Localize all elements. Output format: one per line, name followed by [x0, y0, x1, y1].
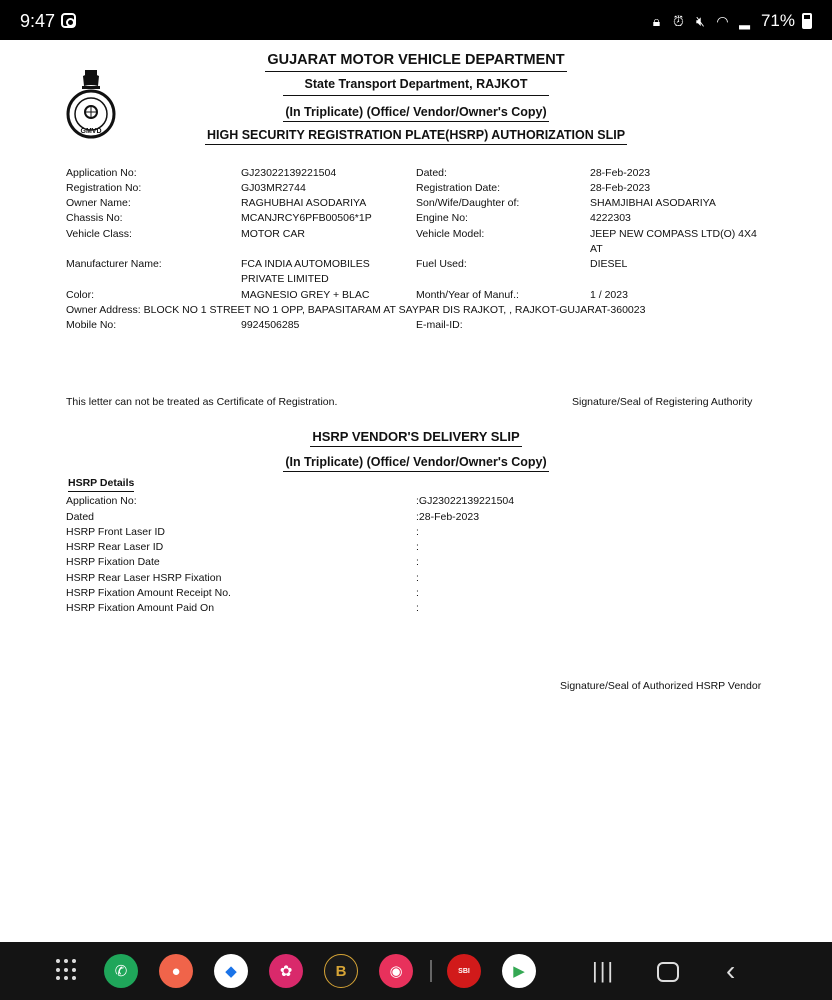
vendor-slip-title: HSRP VENDOR'S DELIVERY SLIP [0, 429, 832, 444]
vehicle-model-value-line2: AT [590, 243, 603, 255]
app-drawer-icon[interactable] [56, 959, 78, 981]
hsrp-detail-label: HSRP Rear Laser HSRP Fixation [66, 572, 222, 584]
document-page [0, 40, 832, 942]
status-bar [0, 0, 832, 40]
field-label: Registration Date: [416, 182, 501, 194]
hsrp-details-heading: HSRP Details [68, 477, 134, 489]
status-icons [649, 11, 812, 31]
wifi-icon: ◠ [716, 12, 729, 29]
owner-address: Owner Address: BLOCK NO 1 STREET NO 1 OPP, BAPASITARAM AT SAYPAR DIS RAJKOT, , RAJKOT-GUJARAT-360023 [66, 304, 646, 316]
field-label: Son/Wife/Daughter of: [416, 197, 520, 209]
contacts-app-icon[interactable]: ● [159, 954, 193, 988]
camera-app-icon[interactable]: ◉ [379, 954, 413, 988]
field-label: E-mail-ID: [416, 319, 463, 331]
hsrp-detail-value: : [416, 572, 419, 584]
field-label: Engine No: [416, 212, 468, 224]
hsrp-detail-label: HSRP Front Laser ID [66, 526, 166, 538]
field-label: Registration No: [66, 182, 142, 194]
bixby-app-icon[interactable]: B [324, 954, 358, 988]
vendor-copy-type: (In Triplicate) (Office/ Vendor/Owner's Copy) [0, 455, 832, 469]
alarm-icon: ⏰︎ [673, 12, 684, 29]
color-value: MAGNESIO GREY + BLAC [241, 289, 370, 301]
lock-icon: 🔒︎ [652, 12, 661, 29]
registration-date-value: 28-Feb-2023 [590, 182, 651, 194]
hsrp-detail-value: : [416, 556, 419, 568]
field-label: Color: [66, 289, 95, 301]
hsrp-detail-label: HSRP Fixation Date [66, 556, 160, 568]
field-label: Dated: [416, 167, 447, 179]
emblem-text: GMVD [80, 128, 102, 135]
manufacturer-value: FCA INDIA AUTOMOBILES [241, 258, 370, 270]
hsrp-detail-value: : [416, 526, 419, 538]
hsrp-detail-value: : [416, 602, 419, 614]
hsrp-detail-label: HSRP Rear Laser ID [66, 541, 164, 553]
chassis-no-value: MCANJRCY6PFB00506*1P [241, 212, 372, 224]
vehicle-class-value: MOTOR CAR [241, 228, 305, 240]
field-label: Manufacturer Name: [66, 258, 162, 270]
hsrp-detail-label: HSRP Fixation Amount Receipt No. [66, 587, 231, 599]
hsrp-detail-value: : [416, 541, 419, 553]
phone-app-icon[interactable]: ✆ [104, 954, 138, 988]
registration-no-value: GJ03MR2744 [241, 182, 306, 194]
instagram-icon [61, 13, 76, 28]
fuel-value: DIESEL [590, 258, 628, 270]
department-title: GUJARAT MOTOR VEHICLE DEPARTMENT [0, 52, 832, 68]
messages-app-icon[interactable]: ◆ [214, 954, 248, 988]
hsrp-detail-value: :28-Feb-2023 [416, 511, 480, 523]
field-label: Month/Year of Manuf.: [416, 289, 519, 301]
copy-type: (In Triplicate) (Office/ Vendor/Owner's Copy) [0, 105, 832, 119]
engine-no-value: 4222303 [590, 212, 631, 224]
battery-icon [802, 13, 812, 29]
field-label: Chassis No: [66, 212, 123, 224]
home-button[interactable] [657, 962, 679, 982]
field-label: Vehicle Model: [416, 228, 485, 240]
relation-value: SHAMJIBHAI ASODARIYA [590, 197, 716, 209]
hsrp-detail-label: HSRP Fixation Amount Paid On [66, 602, 215, 614]
hsrp-detail-value: : [416, 587, 419, 599]
registration-note: This letter can not be treated as Certificate of Registration. [66, 396, 338, 408]
field-label: Fuel Used: [416, 258, 467, 270]
taskbar-divider [430, 960, 432, 982]
field-label: Mobile No: [66, 319, 117, 331]
field-label: Vehicle Class: [66, 228, 132, 240]
hsrp-detail-label: Dated [66, 511, 95, 523]
play-store-app-icon[interactable]: ▶ [502, 954, 536, 988]
application-no-value: GJ23022139221504 [241, 167, 337, 179]
slip-title: HIGH SECURITY REGISTRATION PLATE(HSRP) AUTHORIZATION SLIP [0, 128, 832, 142]
dated-value: 28-Feb-2023 [590, 167, 651, 179]
taskbar [0, 942, 832, 1000]
mobile-value: 9924506285 [241, 319, 300, 331]
fastag-app-icon[interactable]: SBI [447, 954, 481, 988]
field-label: Owner Name: [66, 197, 131, 209]
status-time: 9:47 [20, 11, 56, 31]
manufacturer-value-line2: PRIVATE LIMITED [241, 273, 329, 285]
owner-name-value: RAGHUBHAI ASODARIYA [241, 197, 367, 209]
mute-icon: 🔇︎ [696, 12, 705, 29]
vehicle-model-value: JEEP NEW COMPASS LTD(O) 4X4 [590, 228, 757, 240]
battery-percent: 71% [760, 11, 795, 30]
office-subtitle: State Transport Department, RAJKOT [0, 77, 832, 91]
recent-apps-button[interactable]: ||| [592, 958, 616, 983]
signal-icon: ▂ [739, 12, 750, 29]
hsrp-detail-value: :GJ23022139221504 [416, 495, 515, 507]
registering-signature: Signature/Seal of Registering Authority [572, 396, 753, 408]
gallery-app-icon[interactable]: ✿ [269, 954, 303, 988]
hsrp-detail-label: Application No: [66, 495, 137, 507]
back-button[interactable]: ‹ [726, 955, 736, 986]
vendor-signature: Signature/Seal of Authorized HSRP Vendor [560, 680, 762, 692]
field-label: Application No: [66, 167, 137, 179]
month-year-value: 1 / 2023 [590, 289, 628, 301]
